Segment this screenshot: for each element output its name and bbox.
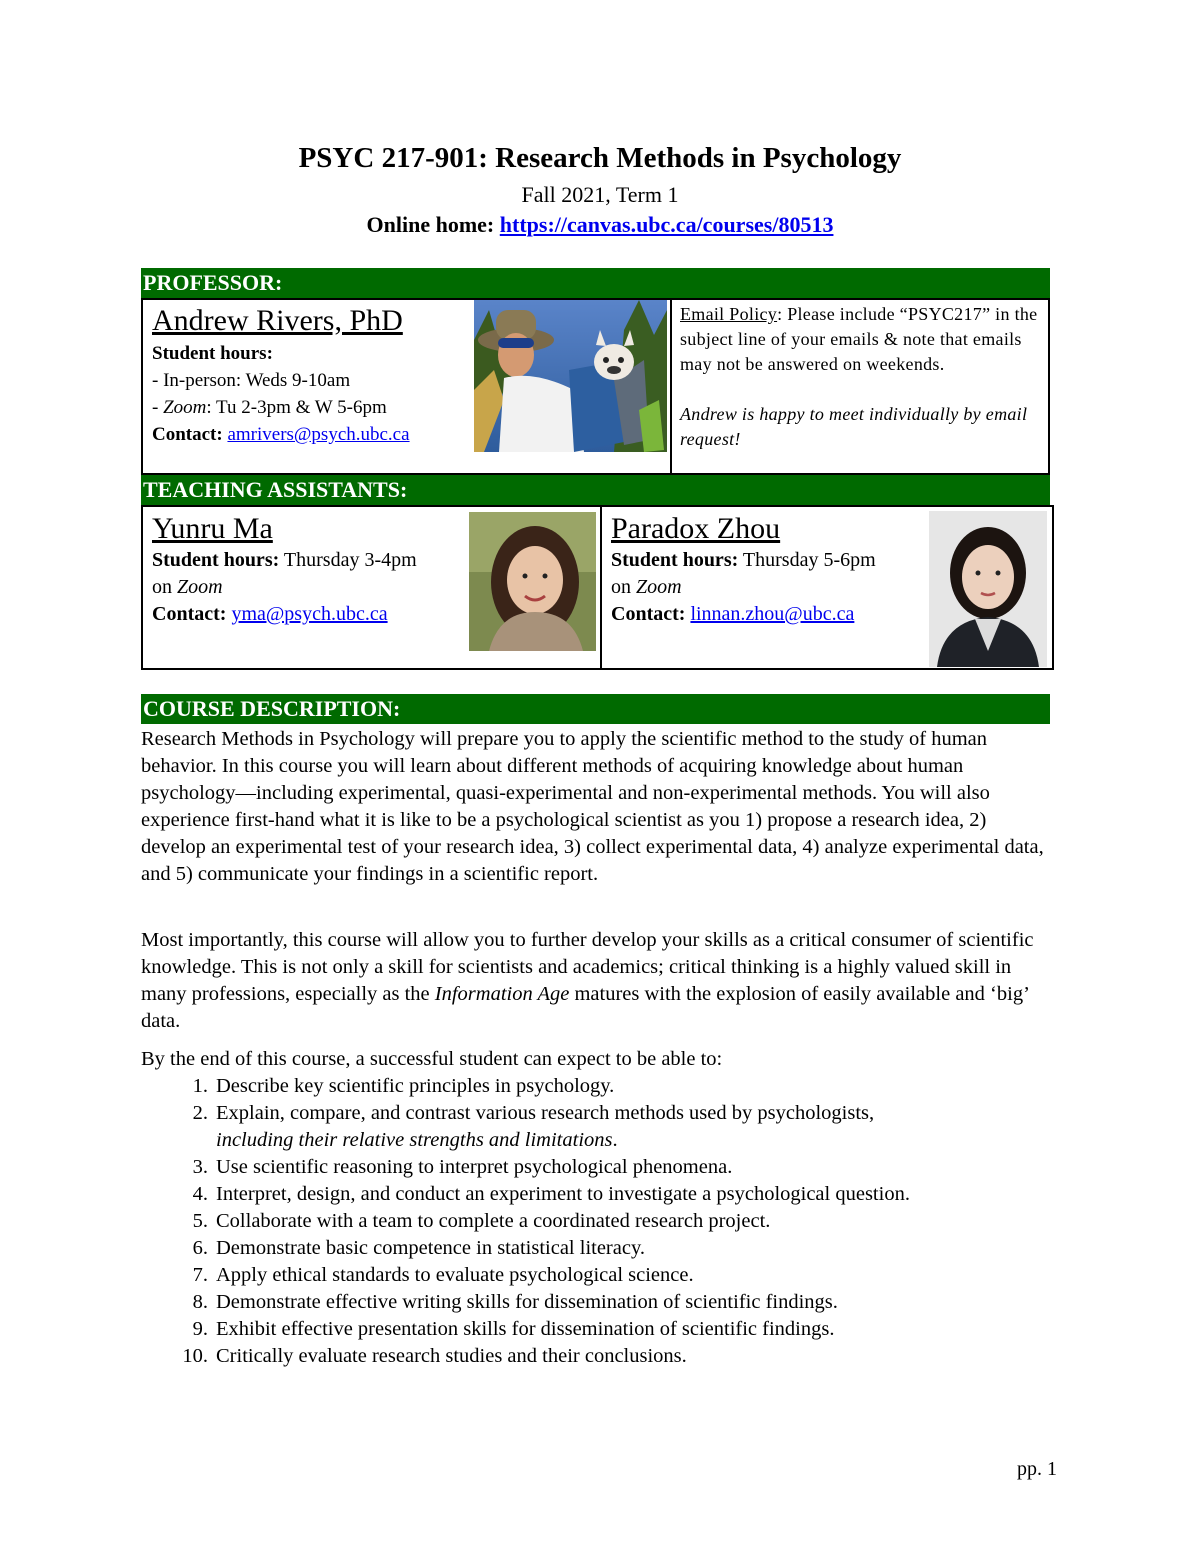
list-text: Demonstrate effective writing skills for dissemination of scientific findings. [216,1291,838,1313]
list-item [141,1208,1056,1235]
zoom-label: Zoom [163,397,207,418]
ta-hours: Thursday 3-4pm [279,549,417,571]
professor-section-header: PROFESSOR: [141,268,1050,298]
professor-contact [152,421,462,448]
list-number: 4. [192,1183,208,1205]
term-label: Fall 2021, Term 1 [521,182,679,207]
ta-hours: Thursday 5-6pm [738,549,876,571]
ta-contact-label: Contact: [611,603,691,625]
para2-start: Most importantly, this course will allow you to further develop your skills as a critical consumer of scientific knowledge. This is not only a skill for scientists and academics; critical thinking is a highly valued skill in many professions, especially as the [141,929,1034,1005]
email-policy-label: Email Policy [680,304,778,324]
list-number: 7. [192,1264,208,1286]
ta-hours-label: Student hours: [611,549,739,571]
ta-email-link[interactable]: linnan.zhou@ubc.ca [690,603,855,625]
online-home-label: Online home: [366,212,500,237]
list-text-emphasis: including their relative strengths and limitations [216,1129,613,1151]
canvas-link[interactable]: https://canvas.ubc.ca/courses/80513 [499,212,834,237]
list-number: 2. [192,1102,208,1124]
list-item [141,1343,1056,1370]
professor-in-person-hours: - In-person: Weds 9-10am [152,370,351,391]
ta-email-link[interactable]: yma@psych.ubc.ca [231,603,388,625]
email-policy [680,302,1040,452]
zoom-hours: : Tu 2-3pm & W 5-6pm [206,397,387,418]
ta-card [152,512,472,628]
list-number: 9. [192,1318,208,1340]
ta-photo-image-yunru [469,512,596,651]
list-text: Demonstrate basic competence in statistical literacy. [216,1237,645,1259]
list-number: 8. [192,1291,208,1313]
contact-label: Contact: [152,424,228,445]
list-item [141,1235,1056,1262]
list-text: Collaborate with a team to complete a coordinated research project. [216,1210,771,1232]
ta-zoom: Zoom [177,576,223,598]
ta-card [611,512,931,628]
description-paragraph-1: Research Methods in Psychology will prepare you to apply the scientific method to the study of human behavior. In this course you will learn about different methods of acquiring knowledge about human psychology—including experimental, quasi-experimental and non-experimental methods. You will also experience first-hand what it is like to be a psychological scientist as you 1) propose a research idea, 2) develop an experimental test of your research idea, 3) collect experimental data, 4) analyze experimental data, and 5) communicate your findings in a scientific report. [141,728,1044,885]
ta-zoom: Zoom [636,576,682,598]
ta-on: on [611,576,636,598]
professor-hours-label: Student hours: [152,343,273,364]
list-item [141,1073,1056,1100]
list-number: 10. [182,1345,208,1367]
email-policy-text [680,302,1040,377]
email-policy-note: Andrew is happy to meet individually by email request! [680,404,1028,449]
objectives-list [141,1073,1056,1370]
ta-name: Yunru Ma [152,512,273,545]
list-number: 1. [192,1075,208,1097]
list-number: 3. [192,1156,208,1178]
ta-hours-label: Student hours: [152,549,280,571]
list-text: Exhibit effective presentation skills for dissemination of scientific findings. [216,1318,835,1340]
ta-table-divider [600,507,602,668]
list-text: Apply ethical standards to evaluate psychological science. [216,1264,694,1286]
list-item [141,1100,1056,1154]
ta-contact-label: Contact: [152,603,232,625]
professor-photo [474,300,667,452]
objectives-intro: By the end of this course, a successful student can expect to be able to: [141,1048,723,1070]
professor-info [152,304,462,448]
para2-end: matures with the explosion of easily available and ‘big’ data. [141,983,1029,1032]
ta-name: Paradox Zhou [611,512,781,545]
description-section-header: COURSE DESCRIPTION: [141,694,1050,724]
list-text: Interpret, design, and conduct an experiment to investigate a psychological question. [216,1183,910,1205]
description-paragraph-2 [141,927,1056,1035]
professor-name: Andrew Rivers, PhD [152,304,403,337]
list-item [141,1181,1056,1208]
list-number: 6. [192,1237,208,1259]
list-number: 5. [192,1210,208,1232]
professor-email-link[interactable]: amrivers@psych.ubc.ca [227,424,410,445]
professor-photo-image [474,300,667,452]
list-item [141,1262,1056,1289]
list-text: Critically evaluate research studies and their conclusions. [216,1345,687,1367]
ta-photo-image-paradox [929,511,1047,667]
ta-photo [469,512,596,651]
ta-on: on [152,576,177,598]
page-number: pp. 1 [1017,1458,1057,1480]
table-divider [670,300,672,473]
ta-photo [929,511,1047,667]
list-item [141,1316,1056,1343]
page-title: PSYC 217-901: Research Methods in Psychology [298,142,902,174]
zoom-prefix: - [152,397,164,418]
list-text: Describe key scientific principles in psychology. [216,1075,615,1097]
list-item [141,1289,1056,1316]
ta-section-header: TEACHING ASSISTANTS: [141,475,1050,505]
professor-zoom-hours [152,394,462,421]
list-text: Explain, compare, and contrast various research methods used by psychologists, [216,1102,875,1124]
list-text: Use scientific reasoning to interpret psychological phenomena. [216,1156,733,1178]
online-home [0,212,1200,238]
para2-emphasis: Information Age [434,983,570,1005]
list-item [141,1154,1056,1181]
email-policy-body: : Please include “PSYC217” in the subject line of your emails & note that emails may not be answered on weekends. [680,304,1038,374]
list-text-tail: . [612,1129,618,1151]
